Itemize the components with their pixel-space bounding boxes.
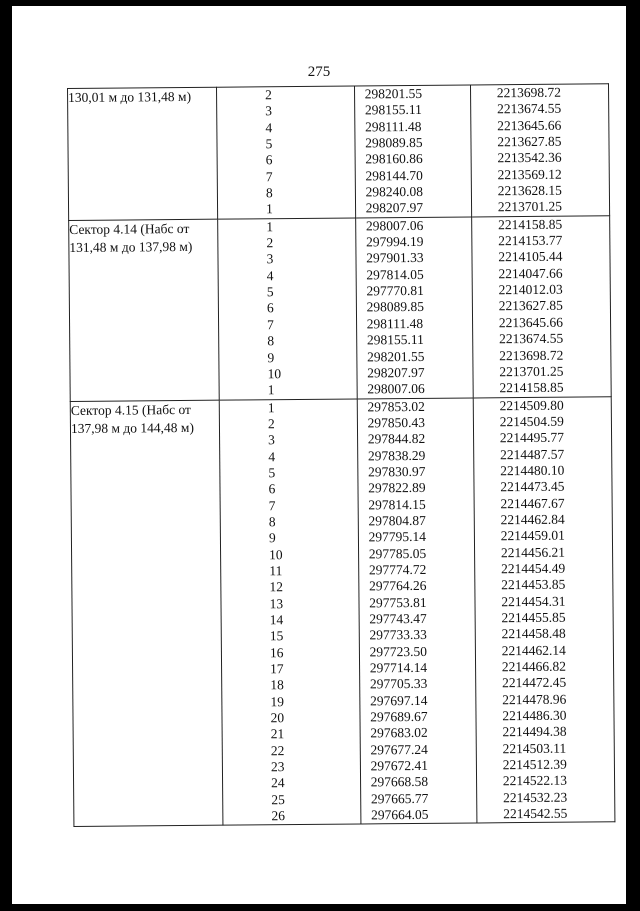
y-coordinate: 2213542.36	[497, 150, 562, 166]
point-number: 4	[266, 267, 274, 284]
x-coordinate: 297683.02	[370, 725, 428, 741]
x-coordinate: 297994.19	[365, 233, 424, 250]
x-coordinate: 297743.47	[369, 610, 427, 627]
x-coordinate: 297723.50	[369, 643, 428, 660]
y-coordinate: 2214478.96	[502, 691, 567, 707]
y-coordinate: 2213645.66	[497, 117, 562, 133]
point-number: 13	[269, 595, 284, 611]
y-coordinate: 2214480.10	[500, 462, 565, 479]
x-coordinate: 297664.05	[370, 806, 429, 823]
y-coordinate: 2213645.66	[498, 314, 564, 331]
x-coordinate: 297822.89	[368, 480, 426, 496]
point-number: 11	[269, 563, 283, 579]
coordinates-table-body	[68, 84, 615, 827]
x-coordinate: 298201.55	[366, 348, 425, 364]
y-coordinate-column	[470, 84, 609, 217]
x-coordinate-column	[354, 85, 471, 218]
x-coordinate-column	[357, 397, 477, 824]
y-coordinate: 2214455.85	[501, 609, 566, 626]
point-number: 24	[271, 775, 285, 791]
y-coordinate: 2214495.77	[499, 429, 565, 446]
point-number: 19	[270, 693, 284, 709]
x-coordinate: 298007.06	[365, 217, 424, 234]
y-coordinate: 2214454.31	[501, 593, 566, 609]
x-coordinate: 297838.29	[367, 447, 426, 463]
point-number: 2	[267, 416, 275, 432]
x-coordinate: 297697.14	[369, 692, 428, 709]
point-number: 8	[265, 185, 273, 201]
y-coordinate: 2213569.12	[497, 166, 562, 182]
point-number: 1	[267, 382, 275, 398]
x-coordinate: 297804.87	[368, 512, 426, 529]
x-coordinate: 297665.77	[370, 790, 429, 807]
x-coordinate: 297764.26	[368, 578, 427, 594]
x-coordinate: 297677.24	[370, 741, 428, 758]
point-number: 1	[267, 399, 275, 415]
coordinates-table	[67, 83, 615, 827]
y-coordinate: 2214486.30	[502, 707, 567, 724]
y-coordinate: 2214453.85	[501, 576, 566, 593]
point-number: 5	[266, 284, 274, 300]
y-coordinate: 2214466.82	[501, 658, 567, 675]
point-number: 1	[266, 201, 273, 217]
point-number-column	[218, 218, 357, 400]
point-number: 7	[268, 497, 276, 513]
x-coordinate: 297733.33	[369, 627, 427, 643]
point-number: 7	[267, 317, 274, 333]
point-number-column	[219, 399, 360, 826]
y-coordinate: 2214153.77	[498, 232, 563, 249]
x-coordinate: 298201.55	[364, 85, 423, 102]
x-coordinate: 297753.81	[369, 594, 427, 611]
point-number: 8	[267, 333, 275, 349]
y-coordinate: 2213674.55	[496, 101, 562, 117]
page-number: 275	[307, 64, 331, 80]
point-number: 4	[268, 448, 276, 464]
x-coordinate: 297770.81	[366, 283, 424, 299]
y-coordinate: 2214467.67	[500, 495, 565, 511]
sector-row	[70, 396, 615, 827]
x-coordinate: 298111.48	[364, 118, 422, 135]
y-coordinate: 2214504.59	[499, 413, 564, 430]
point-number: 4	[265, 119, 273, 135]
x-coordinate: 298111.48	[366, 315, 424, 332]
y-coordinate: 2214158.85	[499, 379, 564, 396]
y-coordinate: 2214472.45	[501, 675, 567, 691]
point-number: 23	[270, 759, 285, 775]
y-coordinate: 2214532.23	[502, 789, 568, 806]
x-coordinate: 298089.85	[365, 134, 423, 151]
point-number: 2	[266, 235, 274, 251]
point-number-column	[217, 86, 356, 219]
y-coordinate-column	[471, 216, 611, 398]
point-number: 10	[267, 365, 282, 382]
y-coordinate: 2214158.85	[497, 216, 563, 232]
point-number: 22	[270, 742, 285, 758]
sector-label: 130,01 м до 131,48 м)	[68, 87, 218, 220]
point-number: 18	[270, 677, 284, 693]
y-coordinate: 2214456.21	[500, 544, 566, 560]
y-coordinate: 2214473.45	[500, 478, 565, 495]
point-number: 2	[265, 87, 272, 103]
point-number: 14	[269, 612, 284, 628]
x-coordinate: 298155.11	[366, 332, 424, 348]
y-coordinate: 2214012.03	[498, 281, 563, 298]
y-coordinate: 2213698.72	[499, 347, 564, 363]
y-coordinate: 2213628.15	[497, 182, 562, 199]
point-number: 7	[265, 168, 273, 184]
point-number: 3	[265, 103, 273, 119]
point-number: 1	[266, 218, 274, 235]
y-coordinate: 2214458.48	[501, 626, 566, 642]
x-coordinate: 297830.97	[367, 463, 426, 480]
y-coordinate: 2213701.25	[497, 199, 563, 215]
y-coordinate: 2213674.55	[498, 330, 564, 347]
x-coordinate-column	[355, 217, 473, 399]
point-number: 17	[270, 661, 284, 677]
x-coordinate: 297814.05	[366, 266, 424, 283]
y-coordinate: 2213698.72	[496, 84, 562, 101]
y-coordinate: 2214105.44	[498, 249, 563, 265]
y-coordinate: 2214494.38	[502, 724, 567, 740]
x-coordinate: 297795.14	[368, 529, 427, 545]
x-coordinate: 298155.11	[364, 102, 422, 118]
point-number: 5	[265, 136, 273, 152]
x-coordinate: 297785.05	[368, 545, 427, 562]
y-coordinate: 2214459.01	[500, 527, 565, 544]
y-coordinate: 2214512.39	[502, 756, 567, 773]
x-coordinate: 298089.85	[366, 299, 425, 315]
sector-row	[68, 84, 610, 220]
x-coordinate: 298207.97	[367, 364, 425, 381]
x-coordinate: 298144.70	[365, 167, 423, 184]
x-coordinate: 297705.33	[369, 676, 428, 692]
x-coordinate: 297714.14	[369, 659, 428, 676]
y-coordinate: 2213627.85	[497, 133, 562, 150]
point-number: 6	[266, 300, 274, 316]
x-coordinate: 297814.15	[368, 496, 426, 512]
x-coordinate: 298007.06	[367, 381, 425, 397]
x-coordinate: 297668.58	[370, 774, 429, 790]
point-number: 5	[268, 465, 276, 481]
point-number: 8	[268, 514, 276, 530]
y-coordinate: 2213627.85	[498, 298, 563, 314]
y-coordinate: 2214487.57	[499, 446, 565, 462]
x-coordinate: 297901.33	[366, 250, 424, 266]
y-coordinate: 2214503.11	[502, 740, 567, 756]
point-number: 15	[269, 628, 284, 644]
x-coordinate: 297853.02	[367, 398, 425, 414]
x-coordinate: 298207.97	[365, 200, 424, 216]
y-coordinate: 2214542.55	[503, 805, 568, 822]
x-coordinate: 297689.67	[370, 708, 428, 725]
point-number: 20	[270, 710, 285, 726]
x-coordinate: 297672.41	[370, 757, 429, 774]
point-number: 3	[266, 251, 274, 267]
y-coordinate: 2213701.25	[499, 363, 564, 380]
point-number: 9	[267, 349, 275, 365]
point-number: 26	[271, 808, 285, 824]
x-coordinate: 298240.08	[365, 183, 424, 200]
point-number: 25	[271, 791, 285, 808]
point-number: 12	[269, 579, 283, 595]
point-number: 6	[265, 152, 273, 168]
x-coordinate: 297774.72	[368, 561, 427, 578]
sector-label: Сектор 4.14 (Набс от 131,48 м до 137,98 м)	[69, 219, 220, 401]
y-coordinate-column	[473, 396, 615, 823]
x-coordinate: 297850.43	[367, 414, 426, 431]
sector-label: Сектор 4.15 (Набс от 137,98 м до 144,48 м)	[70, 400, 223, 827]
point-number: 10	[269, 546, 283, 562]
y-coordinate: 2214509.80	[499, 397, 564, 413]
x-coordinate: 297844.82	[367, 431, 426, 447]
x-coordinate: 298160.86	[365, 151, 423, 167]
point-number: 9	[268, 530, 276, 546]
point-number: 21	[270, 726, 285, 742]
y-coordinate: 2214522.13	[502, 773, 568, 789]
y-coordinate: 2214462.14	[501, 642, 566, 658]
sector-row	[69, 216, 612, 401]
point-number: 3	[268, 432, 275, 448]
document-page	[12, 6, 626, 904]
point-number: 16	[269, 644, 284, 660]
y-coordinate: 2214454.49	[500, 560, 566, 577]
y-coordinate: 2214462.84	[500, 511, 565, 528]
y-coordinate: 2214047.66	[498, 265, 563, 282]
point-number: 6	[268, 481, 276, 497]
